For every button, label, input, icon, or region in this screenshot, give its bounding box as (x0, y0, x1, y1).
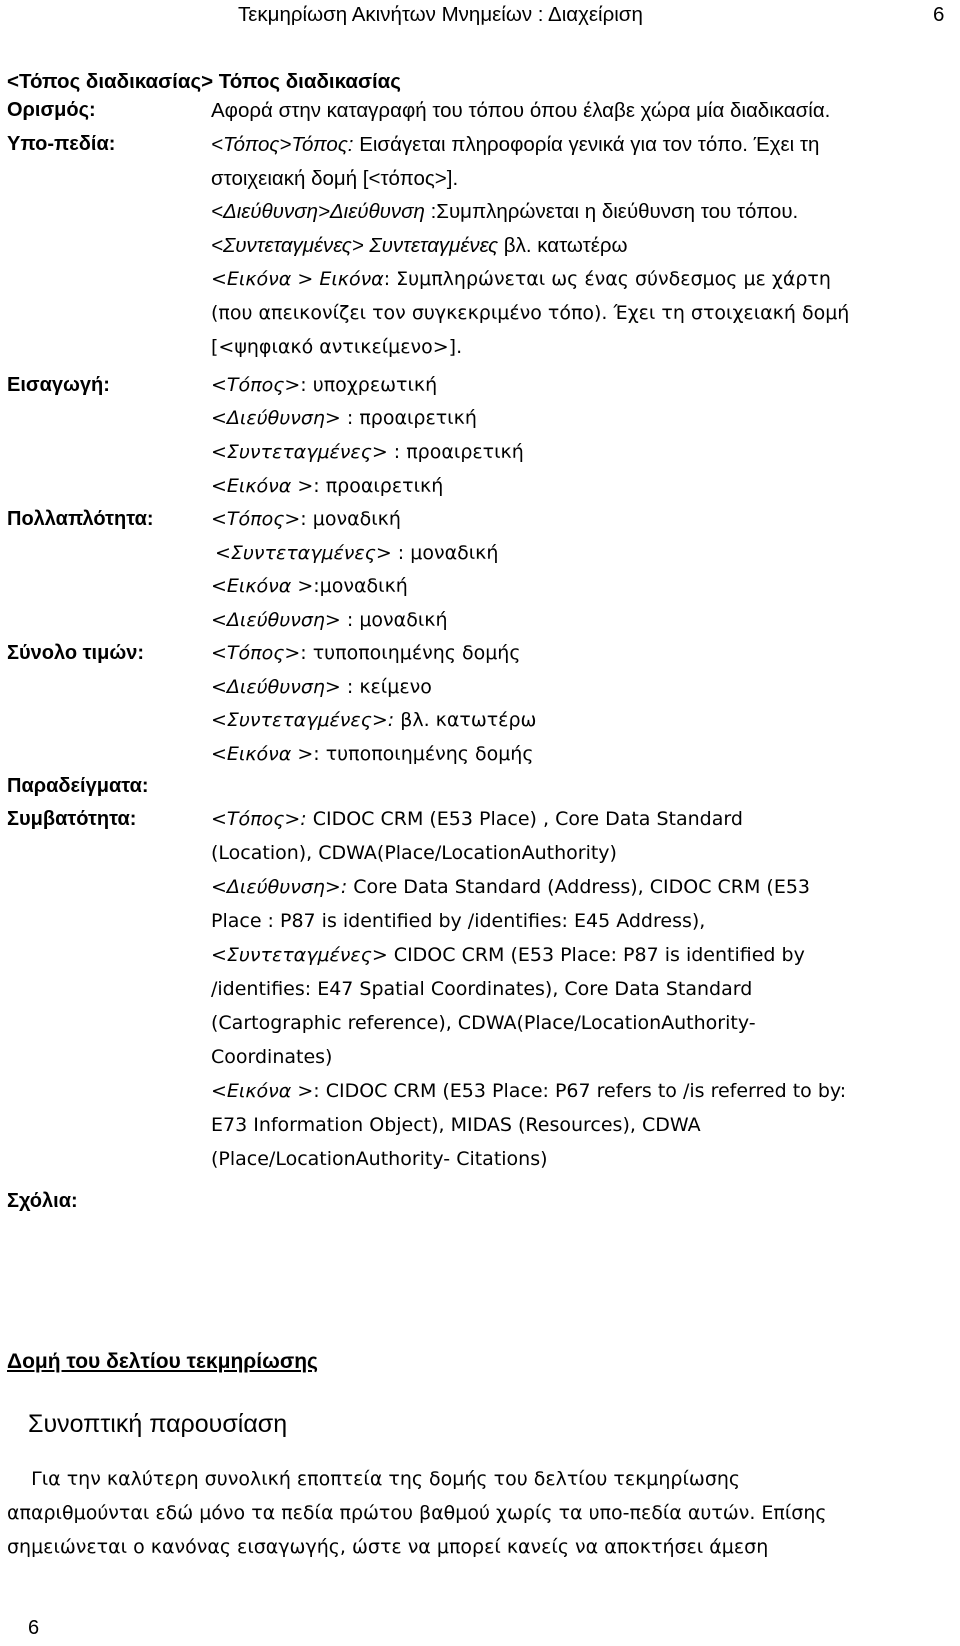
field-value: CIDOC CRM (E53 Place) , Core Data Standard (306, 808, 743, 830)
value-set-line-3 (211, 709, 536, 731)
field-name: <Τόπος>: (211, 808, 307, 830)
field-name: <Διεύθυνση> (211, 407, 341, 429)
field-value: :μοναδική (313, 575, 408, 597)
compatibility-line-5 (211, 944, 805, 966)
paragraph-line-3: σημειώνεται ο κανόνας εισαγωγής, ώστε να μπορεί κανείς να αποκτήσει άμεση (7, 1536, 769, 1558)
multiplicity-line-3 (211, 575, 408, 597)
field-name: <Συντεταγμένες> (211, 944, 388, 966)
field-value: : μοναδική (391, 542, 499, 564)
multiplicity-line-4 (211, 609, 447, 631)
subfield-desc: βλ. κατωτέρω (498, 234, 628, 257)
subfield-name: <Τόπος>Τόπος: (211, 133, 354, 156)
field-name: <Τόπος> (211, 642, 301, 664)
subfield-desc: Εισάγεται πληροφορία γενικά για τον τόπο. Έχει τη (353, 133, 820, 156)
compatibility-line-2: (Location), CDWA(Place/LocationAuthority) (211, 842, 617, 864)
header-title: Τεκμηρίωση Ακινήτων Μνημείων : Διαχείριση (238, 3, 643, 26)
subfield-name: <Διεύθυνση>Διεύθυνση (211, 200, 425, 223)
field-value: : προαιρετική (387, 441, 524, 463)
compatibility-line-4: Place : P87 is identified by /identifies: E45 Address), (211, 910, 706, 932)
field-name: <Εικόνα > (211, 575, 314, 597)
entry-line-3 (211, 441, 524, 463)
header-page-number: 6 (933, 3, 945, 26)
compatibility-line-7: (Cartographic reference), CDWA(Place/LocationAuthority- (211, 1012, 756, 1034)
multiplicity-line-2 (215, 542, 498, 564)
footer-page-number: 6 (28, 1617, 40, 1639)
subfield-name: <Συντεταγμένες> Συντεταγμένες (211, 234, 499, 257)
label-examples: Παραδείγματα: (7, 775, 149, 797)
field-name: <Διεύθυνση> (211, 609, 341, 631)
field-value: : τυποποιημένης δομής (300, 642, 521, 664)
compatibility-line-6: /identifies: E47 Spatial Coordinates), Core Data Standard (211, 978, 753, 1000)
field-name: <Συντεταγμένες> (215, 542, 392, 564)
paragraph-line-1: Για την καλύτερη συνολική εποπτεία της δομής του δελτίου τεκμηρίωσης (7, 1468, 741, 1490)
field-name: <Εικόνα > (211, 1080, 314, 1102)
field-value: : κείμενο (340, 676, 432, 698)
subfield-name: <Εικόνα > Εικόνα (211, 268, 384, 290)
field-value: : τυποποιημένης δομής (313, 743, 534, 765)
label-multiplicity: Πολλαπλότητα: (7, 508, 154, 530)
entry-line-4 (211, 475, 443, 497)
definition-text: Αφορά στην καταγραφή του τόπου όπου έλαβε χώρα μία διαδικασία. (211, 99, 831, 122)
heading-document-structure: Δομή του δελτίου τεκμηρίωσης (7, 1350, 318, 1373)
subfield-desc: :Συμπληρώνεται η διεύθυνση του τόπου. (424, 200, 799, 223)
field-name: <Τόπος> (211, 374, 301, 396)
field-value: : προαιρετική (340, 407, 477, 429)
value-set-line-1 (211, 642, 521, 664)
compatibility-line-9 (211, 1080, 846, 1102)
label-comments: Σχόλια: (7, 1190, 78, 1212)
entry-line-2 (211, 407, 477, 429)
field-name: <Διεύθυνση> (211, 676, 341, 698)
compatibility-line-3 (211, 876, 810, 898)
field-value: : μοναδική (300, 508, 401, 530)
multiplicity-line-1 (211, 508, 401, 530)
value-set-line-2 (211, 676, 432, 698)
label-subfields: Υπο-πεδία: (7, 133, 116, 155)
subfields-line-4 (211, 234, 628, 258)
field-name: <Συντεταγμένες>: (211, 709, 395, 731)
field-value: CIDOC CRM (E53 Place: P87 is identified by (387, 944, 805, 966)
subfields-line-7: [<ψηφιακό αντικείμενο>]. (211, 336, 463, 358)
label-value-set: Σύνολο τιμών: (7, 642, 145, 664)
label-entry: Εισαγωγή: (7, 374, 110, 396)
heading-overview: Συνοπτική παρουσίαση (28, 1410, 288, 1438)
field-value: : μοναδική (340, 609, 448, 631)
subfields-line-3 (211, 200, 798, 224)
entry-line-1 (211, 374, 437, 396)
field-value: : CIDOC CRM (E53 Place: P67 refers to /is referred to by: (313, 1080, 847, 1102)
subfields-line-2: στοιχειακή δομή [<τόπος>]. (211, 167, 459, 190)
field-name: <Τόπος> (211, 508, 301, 530)
compatibility-line-8: Coordinates) (211, 1046, 333, 1068)
subfields-line-6: (που απεικονίζει τον συγκεκριμένο τόπο). Έχει τη στοιχειακή δομή (211, 302, 850, 324)
field-value: : προαιρετική (313, 475, 444, 497)
compatibility-line-1 (211, 808, 743, 830)
section-title: <Τόπος διαδικασίας> Τόπος διαδικασίας (7, 70, 401, 93)
label-definition: Ορισμός: (7, 99, 96, 121)
field-value: Core Data Standard (Address), CIDOC CRM (E53 (347, 876, 811, 898)
paragraph-line-2: απαριθμούνται εδώ μόνο τα πεδία πρώτου βαθμού χωρίς τα υπο-πεδία αυτών. Επίσης (7, 1502, 827, 1524)
subfields-line-1 (211, 133, 819, 157)
field-value: βλ. κατωτέρω (394, 709, 537, 731)
compatibility-line-10: E73 Information Object), MIDAS (Resources), CDWA (211, 1114, 701, 1136)
page-header (0, 0, 960, 32)
subfields-line-5 (211, 268, 831, 290)
value-set-line-4 (211, 743, 534, 765)
subfield-desc: : Συμπληρώνεται ως ένας σύνδεσμος με χάρτη (383, 268, 831, 290)
field-name: <Εικόνα > (211, 743, 314, 765)
field-name: <Συντεταγμένες> (211, 441, 388, 463)
field-name: <Διεύθυνση>: (211, 876, 348, 898)
field-value: : υποχρεωτική (300, 374, 438, 396)
compatibility-line-11: (Place/LocationAuthority- Citations) (211, 1148, 548, 1170)
label-compatibility: Συμβατότητα: (7, 808, 137, 830)
field-name: <Εικόνα > (211, 475, 314, 497)
